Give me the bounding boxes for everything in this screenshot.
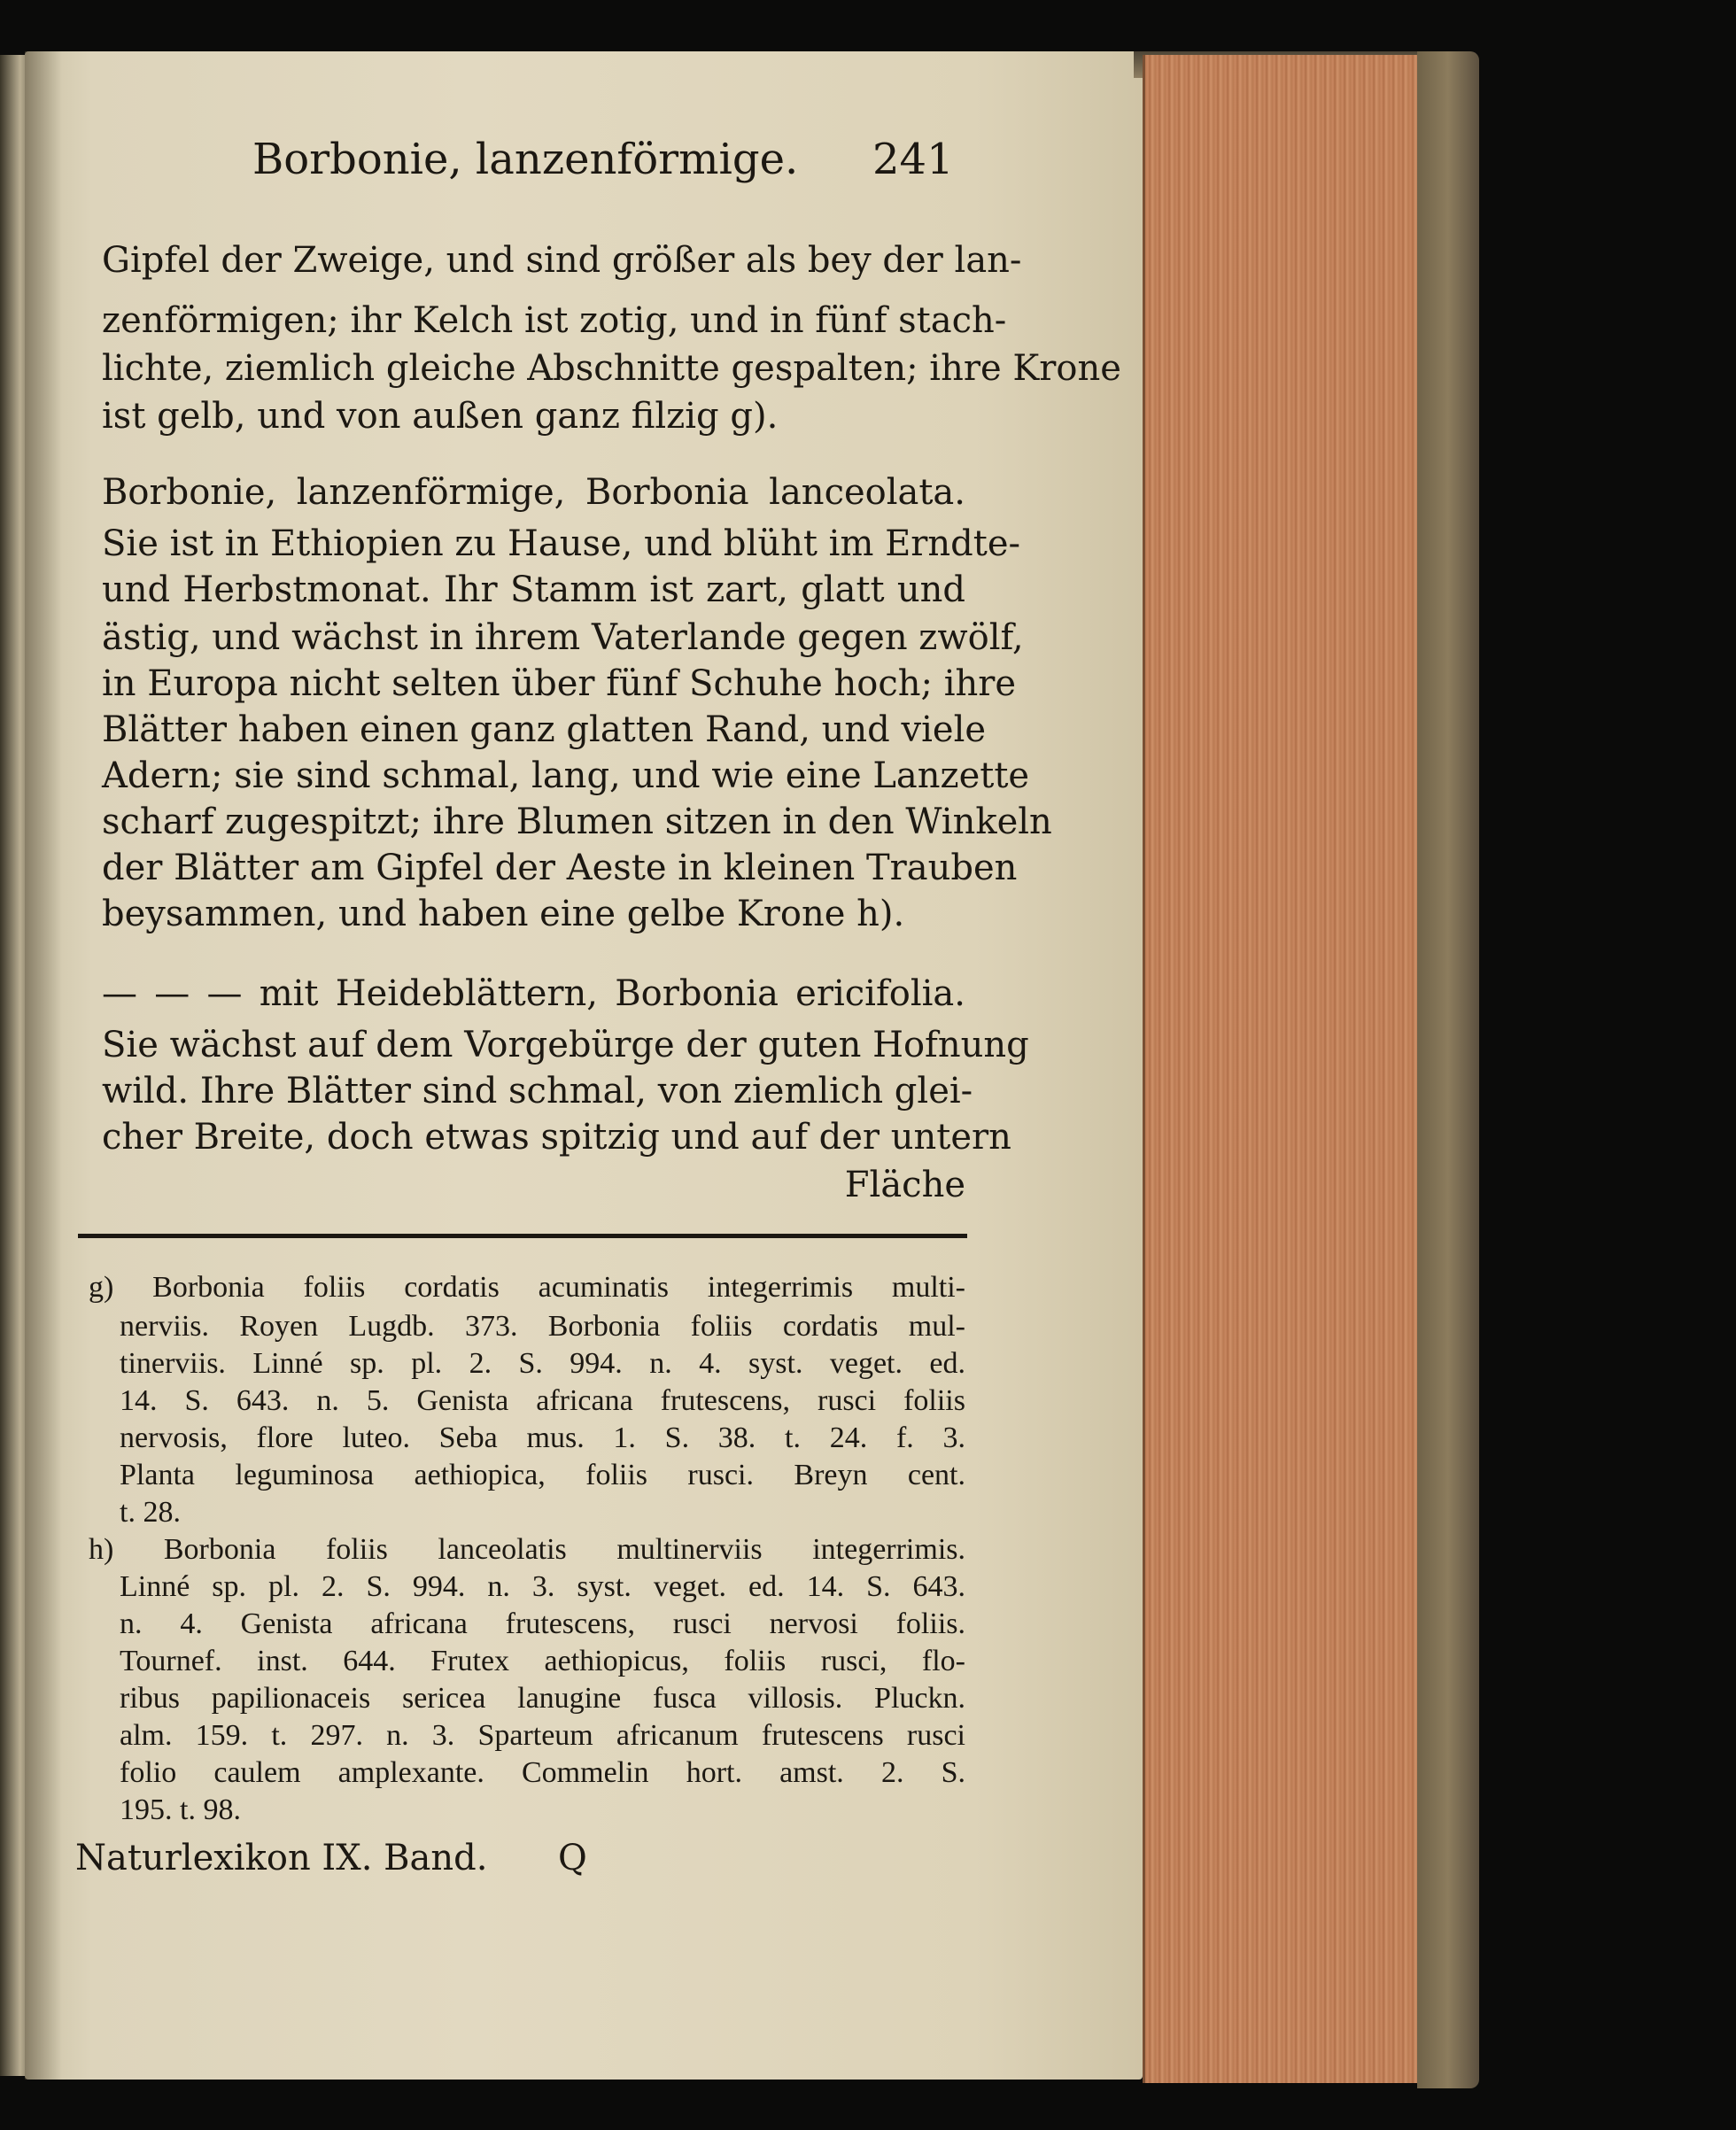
text-line: Blätter haben einen ganz glatten Rand, und viele xyxy=(102,709,987,750)
footnote-line: 14. S. 643. n. 5. Genista africana frutescens, rusci foliis xyxy=(120,1384,965,1417)
entry-heading-line: Borbonie, lanzenförmige, Borbonia lanceolata. xyxy=(102,472,965,513)
text-line: in Europa nicht selten über fünf Schuhe hoch; ihre xyxy=(102,663,1017,704)
running-title: Borbonie, lanzenförmige. xyxy=(252,135,799,184)
text-line: Sie wächst auf dem Vorgebürge der guten Hofnung xyxy=(102,1025,1029,1065)
footnote-line: tinerviis. Linné sp. pl. 2. S. 994. n. 4. syst. veget. ed. xyxy=(120,1347,965,1380)
text-line: Gipfel der Zweige, und sind größer als bey der lan- xyxy=(102,240,1022,281)
footnote-line: Tournef. inst. 644. Frutex aethiopicus, foliis rusci, flo- xyxy=(120,1645,965,1677)
text-line: beysammen, und haben eine gelbe Krone h). xyxy=(102,894,905,934)
text-line: ist gelb, und von außen ganz filzig g). xyxy=(102,396,779,437)
text-line: Sie ist in Ethiopien zu Hause, und blüht im Erndte- xyxy=(102,523,1021,564)
text-line: wild. Ihre Blätter sind schmal, von ziemlich glei- xyxy=(102,1071,973,1111)
footnote-line: folio caulem amplexante. Commelin hort. amst. 2. S. xyxy=(120,1756,965,1789)
text-line: zenförmigen; ihr Kelch ist zotig, und in fünf stach- xyxy=(102,300,1007,341)
text-line: Adern; sie sind schmal, lang, und wie eine Lanzette xyxy=(102,755,1030,796)
text-line: der Blätter am Gipfel der Aeste in kleinen Trauben xyxy=(102,848,1018,888)
volume-signature: Naturlexikon IX. Band. xyxy=(75,1838,488,1878)
footnote-line: 195. t. 98. xyxy=(120,1793,241,1826)
footnote-line: ribus papilionaceis sericea lanugine fusca villosis. Pluckn. xyxy=(120,1682,965,1715)
text-line: cher Breite, doch etwas spitzig und auf der untern xyxy=(102,1117,1011,1158)
footnote-line: g) Borbonia foliis cordatis acuminatis integerrimis multi- xyxy=(89,1271,965,1304)
footnote-line: Planta leguminosa aethiopica, foliis rusci. Breyn cent. xyxy=(120,1459,965,1491)
text-line: und Herbstmonat. Ihr Stamm ist zart, glatt und xyxy=(102,569,965,610)
entry-heading-line: — — — mit Heideblättern, Borbonia ericifolia. xyxy=(102,973,965,1014)
footnote-line: t. 28. xyxy=(120,1496,181,1529)
footnote-line: nervosis, flore luteo. Seba mus. 1. S. 38. t. 24. f. 3. xyxy=(120,1421,965,1454)
text-line: ästig, und wächst in ihrem Vaterlande gegen zwölf, xyxy=(102,617,1024,658)
footnote-line: h) Borbonia foliis lanceolatis multinerviis integerrimis. xyxy=(89,1533,965,1566)
signature-mark: Q xyxy=(558,1838,587,1878)
footnote-line: Linné sp. pl. 2. S. 994. n. 3. syst. veget. ed. 14. S. 643. xyxy=(120,1570,965,1603)
footnote-rule xyxy=(78,1234,967,1238)
text-line: lichte, ziemlich gleiche Abschnitte gespalten; ihre Krone xyxy=(102,348,1121,389)
text-line: scharf zugespitzt; ihre Blumen sitzen in den Winkeln xyxy=(102,802,1052,842)
page-number: 241 xyxy=(872,135,954,184)
footnote-line: nerviis. Royen Lugdb. 373. Borbonia foliis cordatis mul- xyxy=(120,1310,965,1343)
footnote-line: n. 4. Genista africana frutescens, rusci nervosi foliis. xyxy=(120,1607,965,1640)
footnote-line: alm. 159. t. 297. n. 3. Sparteum africanum frutescens rusci xyxy=(120,1719,965,1752)
catchword: Fläche xyxy=(844,1165,965,1205)
